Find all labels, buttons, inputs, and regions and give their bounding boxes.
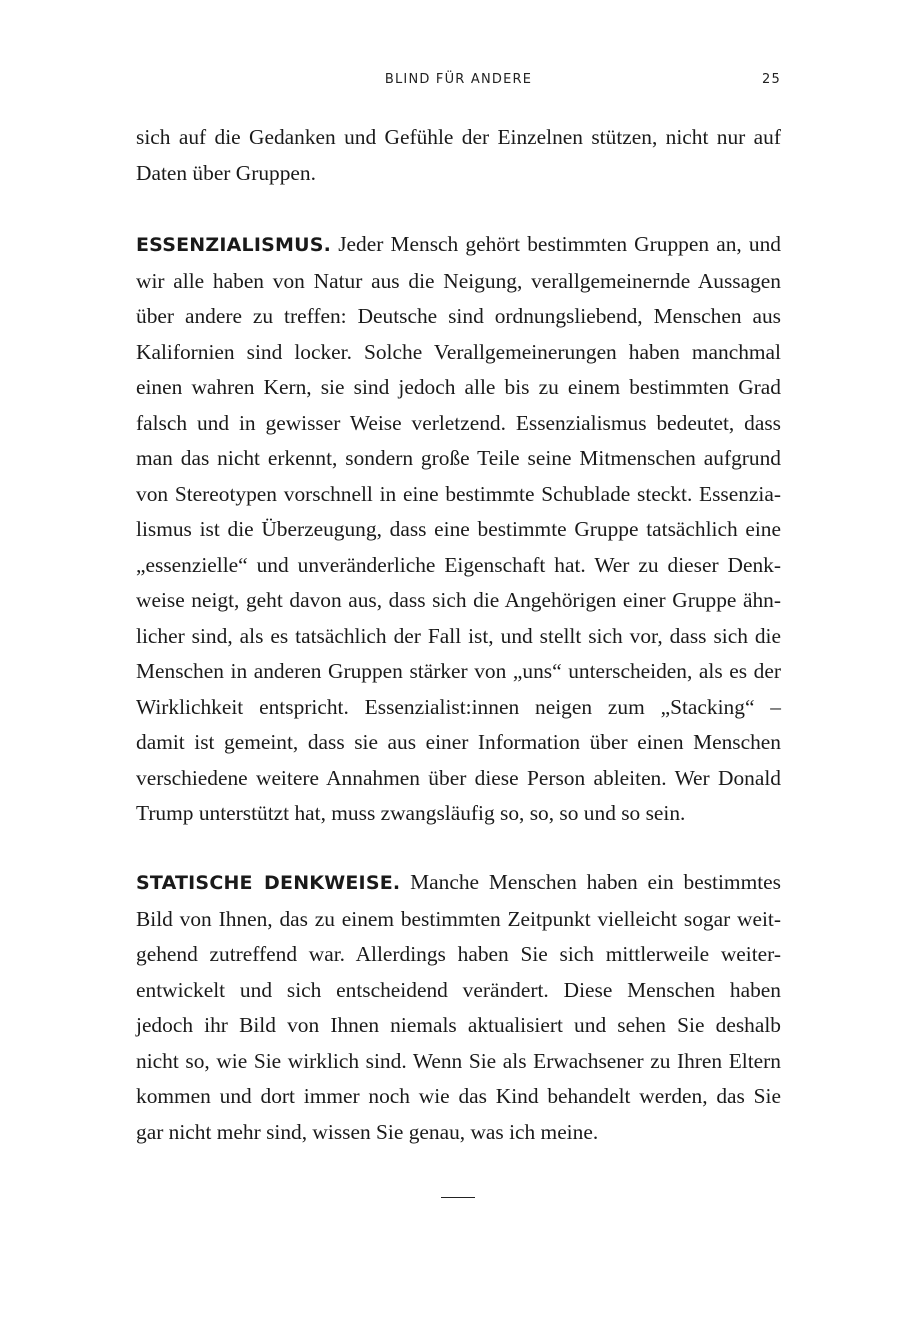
text-line: von Stereotypen vorschnell in eine bestimmte Schublade steckt. Essenzia-	[136, 481, 781, 506]
text-line: nicht so, wie Sie wirklich sind. Wenn Sie als Erwachsener zu Ihren Eltern	[136, 1048, 781, 1073]
page-number: 25	[762, 72, 781, 87]
paragraph-statische-denkweise	[136, 865, 781, 1150]
text-line-with-term	[136, 865, 781, 902]
text-line: Bild von Ihnen, das zu einem bestimmten Zeitpunkt vielleicht sogar weit-	[136, 906, 781, 931]
section-end-rule	[441, 1197, 475, 1198]
text-line: verschiedene weitere Annahmen über diese Person ableiten. Wer Donald	[136, 765, 781, 790]
running-title: BLIND FÜR ANDERE	[384, 72, 533, 87]
text-line: jedoch ihr Bild von Ihnen niemals aktualisiert und sehen Sie deshalb	[136, 1013, 781, 1037]
text-line: gehend zutreffend war. Allerdings haben Sie sich mittlerweile weiter-	[136, 942, 781, 966]
text-line: Trump unterstützt hat, muss zwangsläufig so, so, so und so sein.	[136, 801, 686, 825]
text-line: man das nicht erkennt, sondern große Teile seine Mitmenschen aufgrund	[136, 446, 781, 470]
text-line: falsch und in gewisser Weise verletzend. Essenzialismus bedeutet, dass	[136, 410, 781, 435]
running-head	[136, 72, 781, 92]
text-line: sich auf die Gedanken und Gefühle der Einzelnen stützen, nicht nur auf	[136, 125, 781, 149]
text-line: wir alle haben von Natur aus die Neigung, verallgemeinernde Aussagen	[136, 268, 781, 293]
text-line: Daten über Gruppen.	[136, 160, 316, 185]
text-line: Wirklichkeit entspricht. Essenzialist:innen neigen zum „Stacking“ –	[136, 694, 781, 719]
text-line-with-term	[136, 227, 781, 264]
text-line: weise neigt, geht davon aus, dass sich die Angehörigen einer Gruppe ähn-	[136, 588, 781, 612]
paragraph-essenzialismus	[136, 227, 781, 832]
text-line: kommen und dort immer noch wie das Kind behandelt werden, das Sie	[136, 1084, 781, 1108]
text-line: Kalifornien sind locker. Solche Verallgemeinerungen haben manchmal	[136, 339, 781, 364]
paragraph-continuation	[136, 120, 781, 191]
text-line-rest: Manche Menschen haben ein bestimmtes	[400, 870, 781, 894]
term-heading: ESSENZIALISMUS.	[136, 234, 332, 256]
text-line: einen wahren Kern, sie sind jedoch alle bis zu einem bestimmten Grad	[136, 375, 781, 399]
text-line: Menschen in anderen Gruppen stärker von „uns“ unterscheiden, als es der	[136, 659, 781, 683]
text-line: „essenzielle“ und unveränderliche Eigenschaft hat. Wer zu dieser Denk-	[136, 552, 781, 577]
text-line: damit ist gemeint, dass sie aus einer Information über einen Menschen	[136, 730, 781, 754]
text-line: licher sind, als es tatsächlich der Fall ist, und stellt sich vor, dass sich die	[136, 623, 781, 648]
text-line: über andere zu treffen: Deutsche sind ordnungsliebend, Menschen aus	[136, 304, 781, 328]
text-line: entwickelt und sich entscheidend verändert. Diese Menschen haben	[136, 977, 781, 1002]
text-line-rest: Jeder Mensch gehört bestimmten Gruppen an, und	[331, 232, 781, 256]
text-line: lismus ist die Überzeugung, dass eine bestimmte Gruppe tatsächlich eine	[136, 517, 781, 541]
term-heading: STATISCHE DENKWEISE.	[136, 872, 401, 894]
text-line: gar nicht mehr sind, wissen Sie genau, was ich meine.	[136, 1119, 599, 1144]
